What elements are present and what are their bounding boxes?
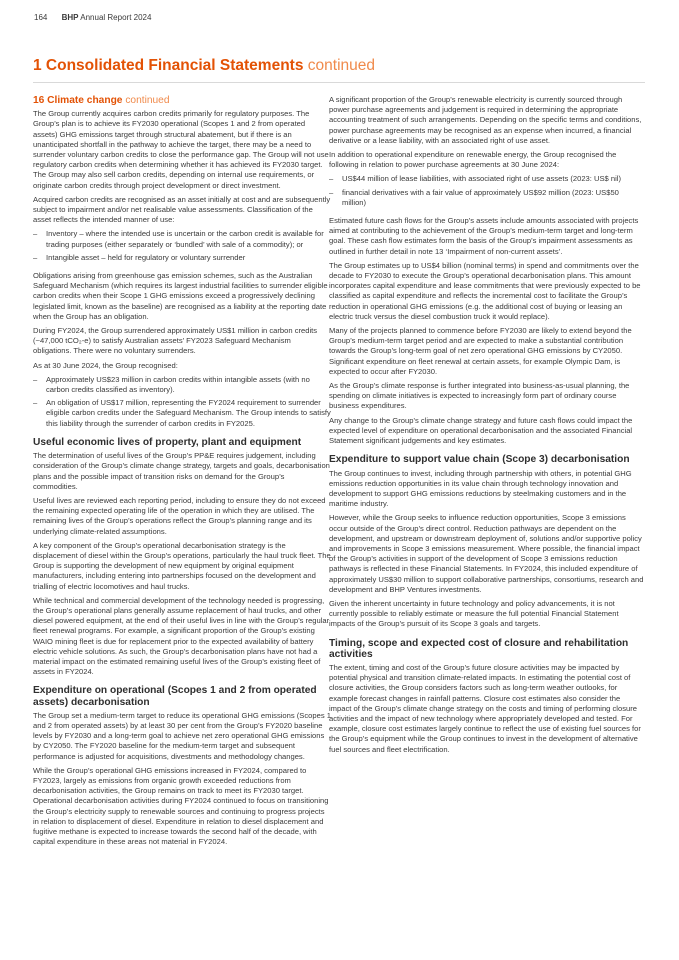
list-item (33, 229, 331, 249)
section-title (33, 57, 375, 75)
list-marker: – (33, 374, 38, 384)
paragraph: While technical and commercial development of the technology needed is progressing, the Group’s operational plans generally assume replacement of haul trucks, and other diesel powered equipment, at the end of their useful lives in line with the Group’s regular fleet renewal programs. For example, a significant proportion of the Group’s existing WAIO mining fleet is due for replacement prior to the expected availability of battery electric vehicle solutions. As such, the Group’s decarbonisation plans have not had a material impact on the estimated remaining useful lives of the Group’s existing fleet of assets in FY2024. (33, 595, 330, 677)
subheading: Timing, scope and expected cost of closure and rehabilitation activities (329, 637, 629, 660)
subheading: Expenditure on operational (Scopes 1 and 2 from operated assets) decarbonisation (33, 685, 317, 708)
paragraph: The Group currently acquires carbon credits primarily for regulatory purposes. The Group’s plan is to achieve its FY2030 operational (Scopes 1 and 2 from operated assets) GHG emissions target through structural abatement, but if there is an unanticipated shortfall in the pathway to achieve the target, there may be a need to surrender voluntary carbon credits to close the performance gap. The Group will not use regulatory carbon credits when determining whether it has achieved its FY2030 target. The Group may also sell carbon credits, depending on internal use requirements, or originate carbon credits through project development or direct investment. (33, 109, 329, 190)
report-name: Annual Report 2024 (80, 13, 152, 22)
paragraph: The Group continues to invest, including through partnership with others, in potential GHG emissions reduction opportunities in its value chain through technology innovation and development to support GHG emissions reductions by steelmaking customers and in the maritime industry. (329, 468, 632, 509)
note-heading (33, 95, 331, 106)
paragraph: A key component of the Group’s operational decarbonisation strategy is the displacement of diesel within the Group’s operations, particularly the haul truck fleet. The Group is supporting the development of new equipment by original equipment manufacturers, including entering into partnerships focused on the development and trialling of electric locomotives and haul trucks. (33, 540, 331, 591)
paragraph: Estimated future cash flows for the Group’s assets include amounts associated with projects aimed at contributing to the achievement of the Group’s medium-term target and long-term goal. These cash flow estimates form the basis of the Group’s impairment assessments as outlined in further detail in note 13 ‘Impairment of non-current assets’. (329, 216, 639, 256)
list-marker: – (33, 398, 38, 408)
paragraph: Useful lives are reviewed each reporting period, including to ensure they do not exceed the remaining expected operating life of the operation in which they are utilised. The remaining lives of the Group’s operations reflect the Group’s planning range and its underlying climate-related assumptions. (33, 495, 326, 536)
title-divider (33, 82, 645, 83)
page-header (34, 13, 151, 22)
left-column (33, 95, 334, 851)
subheading: Expenditure to support value chain (Scope 3) decarbonisation (329, 454, 630, 466)
paragraph: Any change to the Group’s climate change strategy and future cash flows could impact the expected level of expenditure on operational decarbonisation and the associated Financial Statement significant judgements and key estimates. (329, 415, 633, 446)
brand-name: BHP (61, 13, 79, 22)
paragraph: During FY2024, the Group surrendered approximately US$1 million in carbon credits (~47,000 tCO₂-e) to satisfy Australian assets’ FY2023 Safeguard Mechanism obligations. There were no voluntary surrenders. (33, 326, 318, 356)
paragraph: As the Group’s climate response is further integrated into business-as-usual planning, the spending on climate initiatives is expected to increasingly form part of ordinary course business expenditures. (329, 381, 630, 411)
list-marker: – (329, 187, 334, 197)
list-item-text: An obligation of US$17 million, representing the FY2024 requirement to surrender eligible carbon credits under the Safeguard Mechanism. The Group intends to satisfy this liability through the surrender of carbon credits in FY2025. (46, 398, 331, 428)
list-marker: – (33, 252, 38, 262)
paragraph: Many of the projects planned to commence before FY2030 are likely to extend beyond the Group’s medium-term target period and are expected to make a substantial contribution towards the Group’s long-term goal of net zero operational GHG emissions by CY2050. Significant expenditure on fleet renewal at certain assets, for example Olympic Dam, is expected to occur after FY2030. (329, 326, 632, 376)
page-number: 164 (34, 13, 48, 22)
subheading: Useful economic lives of property, plant and equipment (33, 436, 302, 448)
list-item (33, 253, 331, 263)
paragraph: The Group set a medium-term target to reduce its operational GHG emissions (Scopes 1 and 2 from operated assets) by at least 30 per cent from the Group’s FY2020 baseline levels by FY2030 and a long-term goal to achieve net zero operational GHG emissions by CY2050. The FY2020 baseline for the medium-term target and subsequent performance is adjusted for acquisitions, divestments and methodology changes. (33, 710, 331, 761)
list-marker: – (33, 229, 38, 239)
section-title-text: 1 Consolidated Financial Statements (33, 57, 304, 74)
bullet-list (33, 375, 331, 429)
list-item-text: financial derivatives with a fair value of approximately US$92 million (2023: US$50 million) (342, 187, 619, 207)
bullet-list (33, 229, 331, 263)
right-column (329, 95, 644, 759)
paragraph: While the Group’s operational GHG emissions increased in FY2024, compared to FY2023, largely as emissions from organic growth exceeded reductions from decarbonisation activities, the Group remains on track to meet its FY2030 target. Operational decarbonisation activities during FY2024 continued to focus on transitioning the Group’s electricity supply to renewable sources and continuing to progress projects in relation to displacement of diesel. Expenditure in relation to diesel displacement and fugitive methane is expected to increase towards the second half of the decade, with capital expenditure in these areas not material in FY2024. (33, 765, 329, 847)
paragraph: In addition to operational expenditure on renewable energy, the Group recognised the following in relation to power purchase agreements at 30 June 2024: (329, 150, 617, 170)
paragraph: Acquired carbon credits are recognised as an asset initially at cost and are subsequently subject to impairment and/or net realisable value assessments. Classification of the asset reflects the intended manner of use: (33, 194, 331, 225)
list-item (33, 398, 331, 429)
bullet-list (329, 174, 644, 208)
list-item (329, 188, 644, 208)
paragraph: As at 30 June 2024, the Group recognised: (33, 360, 178, 370)
paragraph: The determination of useful lives of the Group’s PP&E requires judgement, including consideration of the Group’s climate change strategy, targets and goals, decarbonisation plans and the possible impact of transition risks on demand for the Group’s commodities. (33, 451, 330, 491)
list-item (329, 174, 644, 184)
list-item-text: US$44 million of lease liabilities, with associated right of use assets (2023: US$ nil) (342, 174, 621, 184)
paragraph: A significant proportion of the Group’s renewable electricity is currently sourced through power purchase agreements and judgement is required in determining the appropriate accounting treatment of such arrangements. Depending on the specific terms and conditions, power purchase agreements may be recognised as an expense when incurred, a financial derivative or a lease liability, with an associated right of use asset. (329, 95, 642, 145)
paragraph: However, while the Group seeks to influence reduction opportunities, Scope 3 emissions occur outside of the Group’s direct control. Reduction pathways are dependent on the development, and upstream or downstream deployment of, solutions and/or supportive policy and improvements in Scope 3 emissions measurement. Where possible, the financial impact of the Group’s activities in support of the development of Scope 3 emissions reduction pathways is reflected in these Financial Statements. In FY2024, this included expenditure of approximately US$30 million to support collaborative partnerships, consortiums, research and development and BHP Ventures investments. (329, 513, 644, 594)
paragraph: The extent, timing and cost of the Group’s future closure activities may be impacted by potential physical and transition climate-related impacts. In estimating the potential cost of closure activities, the Group considers factors such as long-term weather outlooks, for example forecast changes in rainfall patterns. Closure cost estimates also consider the impact of the Group’s climate change strategy on the costs and timing of performing closure activities and the impact of new technology where appropriately developed and tested. For example, closure cost estimates largely continue to reflect the use of existing fuel sources for the Group’s equipment while the Group continues to invest in the development of alternative fuel sources and fleet electrification. (329, 662, 641, 754)
list-item-text: Approximately US$23 million in carbon credits within intangible assets (with no carbon credits classified as inventory). (46, 374, 310, 395)
paragraph: Given the inherent uncertainty in future technology and policy advancements, it is not currently possible to reliably estimate or measure the full potential Financial Statement impacts of the Group’s pursuit of its Scope 3 goals and targets. (329, 598, 619, 629)
note-heading-continued: continued (125, 95, 170, 106)
list-item-text: Intangible asset – held for regulatory or voluntary surrender (46, 252, 246, 262)
paragraph: The Group estimates up to US$4 billion (nominal terms) in spend and commitments over the decade to FY2030 to execute the Group’s operational decarbonisation plans. This amount incorporates capital expenditure and lease commitments that were previously expected to be classified as capital expenditure and reflects the incremental cost to facilitate the Group’s reduction in operational GHG emissions (e.g. the additional cost of buying or leasing an electric truck versus the diesel combustion truck it would replace). (329, 260, 641, 321)
list-item (33, 375, 331, 395)
section-title-continued: continued (307, 57, 375, 74)
paragraph: Obligations arising from greenhouse gas emission schemes, such as the Australian Safeguard Mechanism (which requires its largest industrial facilities to surrender eligible carbon credits when their Scope 1 GHG emissions exceed a progressively declining legislated limit, known as the baseline) are recognised as a liability at the reporting date when the Group has an obligation. (33, 271, 328, 321)
list-item-text: Inventory – where the intended use is uncertain or the carbon credit is available for trading purposes (either separately or ‘bundled’ with sale of a commodity); or (46, 229, 324, 249)
list-marker: – (329, 174, 334, 184)
note-heading-text: 16 Climate change (33, 95, 123, 106)
